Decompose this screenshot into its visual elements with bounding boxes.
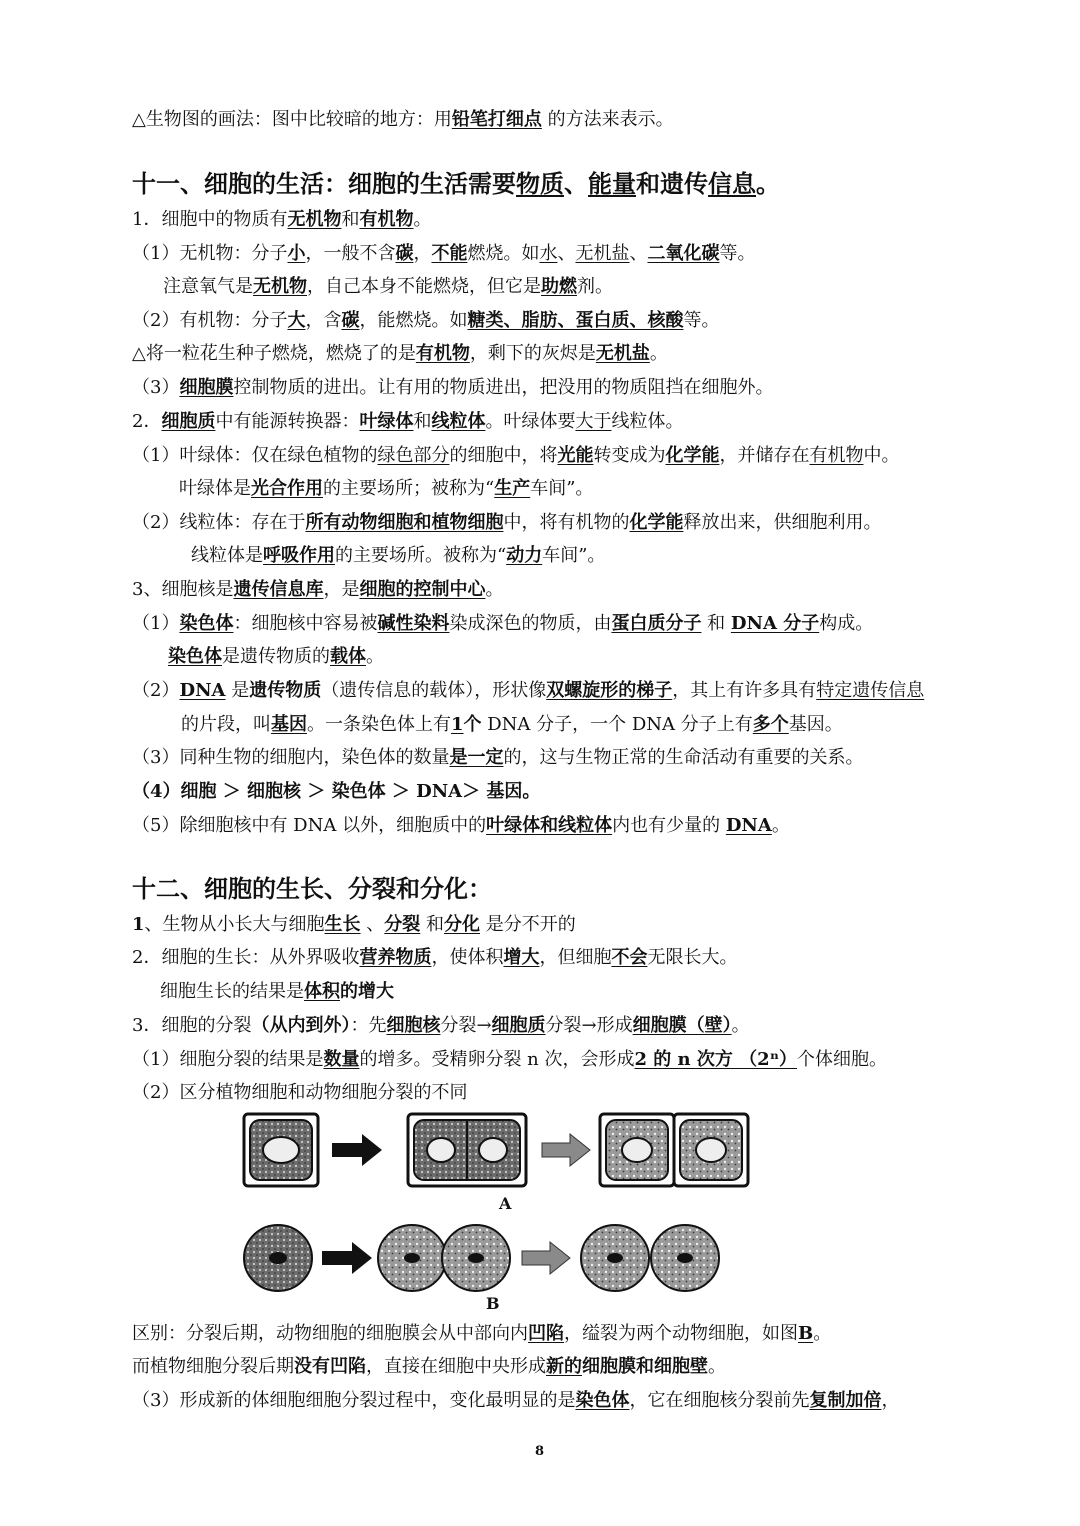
text-run: △生物图的画法：图中比较暗的地方：用 — [132, 109, 452, 130]
underlined-answer: 细胞核 — [386, 1015, 441, 1036]
underlined-answer: 大于 — [575, 411, 612, 432]
text-run: ，是 — [323, 579, 360, 600]
underlined-answer: 不会 — [611, 947, 648, 968]
underlined-answer: 生长 — [324, 914, 361, 935]
text-run: 2．细胞的生长：从外界吸收 — [132, 947, 360, 968]
underlined-answer: 小 — [287, 243, 306, 264]
text-run: （遗传信息的载体），形状像 — [321, 680, 547, 701]
text-run: 。一条染色体上有 — [307, 714, 451, 735]
text-run: （2）有机物：分子 — [132, 310, 288, 331]
underlined-answer: 动力 — [506, 545, 543, 566]
text-run: 等。 — [683, 310, 720, 331]
underlined-answer: 特定遗传信息 — [816, 680, 925, 701]
animal-cell-2 — [378, 1225, 510, 1291]
underlined-answer: 二氧化碳 — [647, 243, 720, 264]
text-run: 的主要场所。被称为“ — [335, 545, 507, 566]
text-run: 。 — [649, 343, 668, 364]
text-run: （3）形成新的体细胞细胞分裂过程中，变化最明显的是 — [132, 1390, 576, 1411]
text-run: 线粒体。 — [611, 411, 684, 432]
text-run: 线粒体是 — [191, 545, 263, 566]
text-run: ， — [413, 243, 432, 264]
text-run: 车间”。 — [542, 545, 606, 566]
text-run: ，其上有许多具有 — [672, 680, 817, 701]
text-line — [132, 342, 668, 366]
text-line — [132, 679, 924, 703]
text-line — [132, 376, 773, 400]
text-line — [132, 1322, 831, 1346]
underlined-answer: 叶绿体 — [359, 411, 414, 432]
text-run: 注意氧气是 — [163, 276, 253, 297]
text-run: 转变成为 — [593, 445, 666, 466]
text-line — [132, 242, 755, 266]
underlined-answer: DNA — [725, 815, 772, 836]
underlined-answer: 蛋白质分子 — [611, 613, 702, 634]
underlined-answer: 复制加倍 — [809, 1390, 882, 1411]
text-line — [181, 713, 843, 737]
underlined-answer: 叶绿体和线粒体 — [486, 815, 613, 836]
underlined-answer: 细胞的控制中心 — [359, 579, 486, 600]
underlined-answer: 大 — [287, 310, 306, 331]
underlined-answer: 有机物 — [809, 445, 864, 466]
text-line — [132, 780, 540, 804]
text-line — [132, 410, 683, 434]
text-run: 控制物质的进出。让有用的物质进出，把没用的物质阻挡在细胞外。 — [233, 377, 774, 398]
underlined-answer: 遗传信息库 — [233, 579, 324, 600]
underlined-answer: 无机盐 — [595, 343, 650, 364]
text-run: （2）线粒体：存在于 — [132, 512, 306, 533]
text-run: 构成。 — [819, 613, 874, 634]
plant-cell-division-figure — [240, 1110, 760, 1190]
text-line — [132, 814, 790, 838]
underlined-answer: 有机物 — [415, 343, 470, 364]
text-run: ，但细胞 — [539, 947, 612, 968]
text-run: ，缢裂为两个动物细胞，如图 — [564, 1323, 798, 1344]
figure-label-b: B — [486, 1294, 500, 1313]
text-run: 的，这与生物正常的生命活动有重要的关系。 — [503, 747, 864, 768]
emphasis-run: （4）细胞 ＞ 细胞核 ＞ 染色体 ＞ DNA＞ 基因。 — [132, 781, 541, 802]
text-run: 。 — [413, 209, 432, 230]
text-run: 释放出来，供细胞利用。 — [683, 512, 882, 533]
underlined-answer: 双螺旋形的梯子 — [546, 680, 673, 701]
underlined-answer: 细胞膜（壁） — [632, 1015, 732, 1036]
text-line — [132, 612, 873, 636]
text-run: 2． — [132, 411, 162, 432]
figure-label-a: A — [499, 1194, 512, 1213]
text-line — [132, 309, 719, 333]
text-run: 。 — [366, 646, 384, 667]
arrow-icon — [322, 1242, 372, 1274]
text-run: 和 — [420, 914, 444, 935]
underlined-answer: 细胞膜 — [179, 377, 234, 398]
text-run: 、 — [564, 170, 588, 198]
text-line — [191, 544, 605, 568]
text-run: 。 — [813, 1323, 832, 1344]
underlined-answer: 增大 — [503, 947, 540, 968]
text-run: 3．细胞的分裂 — [132, 1015, 252, 1036]
text-run: 、生物从小长大与细胞 — [144, 914, 325, 935]
text-run: 。 — [708, 1356, 726, 1377]
emphasis-run: 1 — [132, 914, 145, 935]
text-run: 十二、细胞的生长、分裂和分化： — [132, 875, 492, 903]
emphasis-run: 细胞膜和细胞壁 — [582, 1356, 708, 1377]
text-line — [132, 444, 899, 468]
text-run: 的主要场所；被称为“ — [323, 478, 495, 499]
text-run: 的片段，叫 — [181, 714, 271, 735]
underlined-answer: 信息 — [708, 170, 756, 198]
underlined-answer: 新的 — [546, 1356, 582, 1377]
underlined-answer: 呼吸作用 — [263, 545, 335, 566]
text-line — [132, 1014, 750, 1038]
animal-cell-1 — [244, 1225, 312, 1291]
underlined-answer: 染色体 — [179, 613, 234, 634]
underlined-answer: DNA — [179, 680, 226, 701]
text-run: 细胞生长的结果是 — [160, 981, 304, 1002]
text-run: （1） — [132, 613, 180, 634]
text-run: 、 — [557, 243, 576, 264]
emphasis-run: 的增大 — [340, 981, 394, 1002]
underlined-answer: 染色体 — [575, 1390, 630, 1411]
plant-cell-1 — [244, 1114, 318, 1186]
text-run: （2） — [132, 680, 180, 701]
text-run: ，使体积 — [431, 947, 504, 968]
underlined-answer: 细胞质 — [491, 1015, 546, 1036]
section-heading — [132, 168, 780, 200]
text-line — [160, 980, 394, 1004]
underlined-answer: 基因 — [271, 714, 307, 735]
emphasis-run: 个 — [463, 714, 482, 735]
text-run: （3）同种生物的细胞内，染色体的数量 — [132, 747, 450, 768]
text-run: （2）区分植物细胞和动物细胞分裂的不同 — [132, 1082, 468, 1103]
emphasis-run: （从内到外） — [251, 1015, 351, 1036]
text-line — [132, 946, 737, 970]
text-run: 3、细胞核是 — [132, 579, 234, 600]
text-run: ，它在细胞核分裂前先 — [629, 1390, 810, 1411]
underlined-answer: 绿色部分 — [377, 445, 450, 466]
text-run: （1）叶绿体：仅在绿色植物的 — [132, 445, 378, 466]
text-line — [132, 208, 431, 232]
section-heading — [132, 873, 492, 905]
underlined-answer: 水 — [539, 243, 558, 264]
underlined-answer: 化学能 — [665, 445, 720, 466]
page-number: 8 — [535, 1444, 545, 1459]
text-run: 。 — [756, 170, 780, 198]
text-run: 内也有少量的 — [612, 815, 726, 836]
text-run: 燃烧。如 — [467, 243, 540, 264]
text-run: 无限长大。 — [647, 947, 738, 968]
text-run: ，剩下的灰烬是 — [469, 343, 596, 364]
text-line — [132, 578, 503, 602]
text-run: 中。 — [863, 445, 900, 466]
text-run: 而植物细胞分裂后期 — [132, 1356, 294, 1377]
text-run: 基因。 — [788, 714, 843, 735]
underlined-answer: 1 — [451, 714, 464, 735]
text-run: 分裂→ — [440, 1015, 492, 1036]
text-line — [132, 511, 881, 535]
underlined-answer: B — [798, 1323, 814, 1344]
text-run: 等。 — [719, 243, 756, 264]
underlined-answer: 是一定 — [449, 747, 504, 768]
underlined-answer: 有机物 — [359, 209, 414, 230]
text-run: 、 — [360, 914, 385, 935]
underlined-answer: 碱性染料 — [377, 613, 450, 634]
text-run: 的方法来表示。 — [541, 109, 674, 130]
underlined-answer: 染色体 — [168, 646, 222, 667]
underlined-answer: 糖类、脂肪、蛋白质、核酸 — [467, 310, 684, 331]
text-line — [132, 1081, 467, 1105]
text-run: 分裂→形成 — [545, 1015, 633, 1036]
text-run: ，并储存在 — [719, 445, 810, 466]
underlined-answer: 细胞质 — [161, 411, 216, 432]
text-line — [132, 1389, 899, 1413]
text-run: ，自己本身不能燃烧，但它是 — [307, 276, 541, 297]
text-run: △将一粒花生种子燃烧，燃烧了的是 — [132, 343, 416, 364]
text-run: ，能燃烧。如 — [359, 310, 468, 331]
underlined-answer: 光能 — [557, 445, 594, 466]
underlined-answer: 体积 — [304, 981, 340, 1002]
text-run: 剂。 — [577, 276, 613, 297]
underlined-answer: 碳 — [395, 243, 414, 264]
text-run: 和 — [413, 411, 432, 432]
underlined-answer: 线粒体 — [431, 411, 486, 432]
text-run: 是遗传物质的 — [222, 646, 330, 667]
underlined-answer: 无机盐 — [575, 243, 630, 264]
text-run: 和遗传 — [636, 170, 708, 198]
text-run: ，含 — [305, 310, 342, 331]
animal-cell-3 — [581, 1225, 719, 1291]
text-run: （1）无机物：分子 — [132, 243, 288, 264]
text-line — [132, 108, 674, 132]
underlined-answer: 碳 — [341, 310, 360, 331]
underlined-answer: 凹陷 — [528, 1323, 564, 1344]
emphasis-run: 没有凹陷 — [294, 1356, 366, 1377]
text-run: 。 — [485, 579, 504, 600]
text-run: DNA 分子，一个 DNA 分子上有 — [481, 714, 753, 735]
text-run: 车间”。 — [530, 478, 594, 499]
text-line — [132, 1355, 726, 1379]
text-run: 、 — [629, 243, 648, 264]
text-run: 中，将有机物的 — [503, 512, 630, 533]
text-line — [168, 645, 384, 669]
text-run: 和 — [701, 613, 731, 634]
text-run: 的增多。受精卵分裂 n 次，会形成 — [359, 1049, 635, 1070]
arrow-icon — [332, 1134, 382, 1166]
plant-cell-3 — [600, 1114, 748, 1186]
text-run: ， — [881, 1390, 900, 1411]
underlined-answer: 生产 — [494, 478, 531, 499]
text-run: 是 — [225, 680, 250, 701]
text-run: 个体细胞。 — [797, 1049, 888, 1070]
underlined-answer: 分裂 — [384, 914, 421, 935]
underlined-answer: 铅笔打细点 — [451, 109, 542, 130]
text-run: 。叶绿体要 — [485, 411, 576, 432]
text-run: （1）细胞分裂的结果是 — [132, 1049, 324, 1070]
underlined-answer: 多个 — [752, 714, 789, 735]
text-run: （3） — [132, 377, 180, 398]
underlined-answer: 所有动物细胞和植物细胞 — [305, 512, 504, 533]
text-run: （5）除细胞核中有 DNA 以外，细胞质中的 — [132, 815, 487, 836]
text-run: 叶绿体是 — [179, 478, 251, 499]
text-run: 十一、细胞的生活：细胞的生活需要 — [132, 170, 516, 198]
underlined-answer: 能量 — [588, 170, 636, 198]
text-run: 区别：分裂后期，动物细胞的细胞膜会从中部向内 — [132, 1323, 528, 1344]
text-run: 的细胞中，将 — [449, 445, 558, 466]
underlined-answer: 无机物 — [253, 276, 307, 297]
text-run: ，一般不含 — [305, 243, 396, 264]
text-line — [132, 746, 863, 770]
underlined-answer: 助燃 — [541, 276, 577, 297]
underlined-answer: 不能 — [431, 243, 468, 264]
text-run: 中有能源转换器： — [215, 411, 360, 432]
underlined-answer: 无机物 — [287, 209, 342, 230]
animal-cell-division-figure — [240, 1220, 730, 1296]
text-run: 。 — [771, 815, 790, 836]
underlined-answer: 分化 — [444, 914, 480, 935]
underlined-answer: 营养物质 — [359, 947, 432, 968]
text-line — [163, 275, 613, 299]
emphasis-run: 遗传物质 — [249, 680, 322, 701]
text-run: 1．细胞中的物质有 — [132, 209, 288, 230]
text-line — [179, 477, 593, 501]
text-run: 和 — [341, 209, 360, 230]
underlined-answer: 载体 — [330, 646, 366, 667]
text-run: ：细胞核中容易被 — [233, 613, 378, 634]
arrow-icon — [522, 1242, 570, 1274]
plant-cell-2 — [408, 1114, 526, 1186]
underlined-answer: 数量 — [323, 1049, 360, 1070]
text-run: 染成深色的物质，由 — [449, 613, 612, 634]
underlined-answer: 光合作用 — [251, 478, 323, 499]
text-run: ：先 — [350, 1015, 387, 1036]
text-run: 。 — [731, 1015, 750, 1036]
underlined-answer: 化学能 — [629, 512, 684, 533]
arrow-icon — [542, 1134, 590, 1166]
text-line — [132, 1048, 887, 1072]
underlined-answer: 物质 — [516, 170, 564, 198]
text-run: ，直接在细胞中央形成 — [366, 1356, 546, 1377]
text-run: 是分不开的 — [480, 914, 576, 935]
text-line — [132, 913, 576, 937]
underlined-answer: DNA 分子 — [730, 613, 820, 634]
underlined-answer: 2 的 n 次方 （2ⁿ） — [634, 1049, 798, 1070]
